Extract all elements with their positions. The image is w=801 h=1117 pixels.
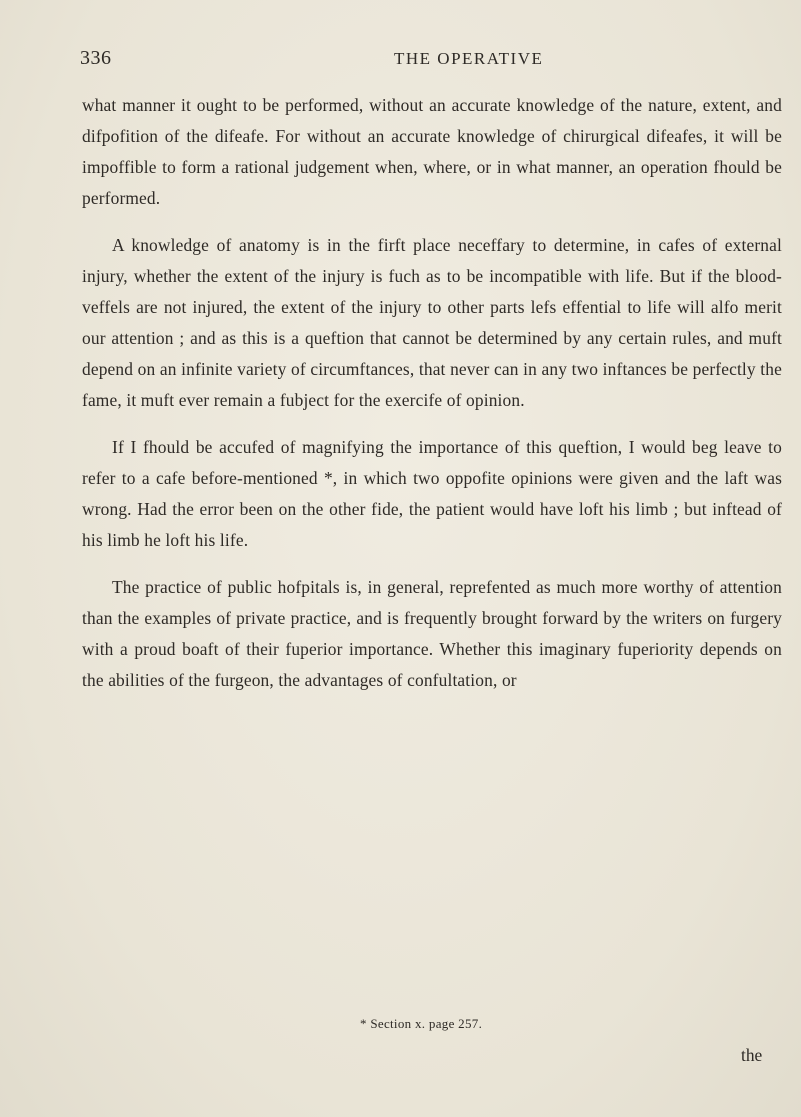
paragraph-hospital-practice: The practice of public hofpitals is, in general, reprefented as much more worthy of attention than the examples of private practice, and is frequently brought forward by the writers on furgery with a proud boaft of their fuperior importance. Whether this imaginary fuperiority depends on the abilities of the furgeon, the advantages of confultation, or	[82, 577, 782, 690]
footnote: * Section x. page 257.	[360, 1016, 483, 1031]
catchword: the	[741, 1045, 763, 1065]
running-head: THE OPERATIVE	[394, 49, 544, 68]
page-number: 336	[80, 47, 112, 69]
paragraph-anatomy: A knowledge of anatomy is in the firft place neceffary to determine, in cafes of external injury, whether the extent of the injury is fuch as to be incompatible with life. But if the blood-veffels are not injured, the extent of the injury to other parts lefs effential to life will alfo merit our attention ; and as this is a queftion that cannot be determined by any certain rules, and muft depend on an infinite variety of circumftances, that never can in any two inftances be perfectly the fame, it muft ever remain a fubject for the exercife of opinion.	[82, 235, 782, 410]
paragraph-case-reference: If I fhould be accufed of magnifying the importance of this queftion, I would beg leave to refer to a cafe before-mentioned *, in which two oppofite opinions were given and the laft was wrong. Had the error been on the other fide, the patient would have loft his limb ; but inftead of his limb he loft his life.	[82, 437, 782, 550]
page-header	[80, 47, 780, 73]
body-text	[82, 90, 782, 712]
paragraph-continuation: what manner it ought to be performed, without an accurate knowledge of the nature, extent, and difpofition of the difeafe. For without an accurate knowledge of chirurgical difeafes, it will be impoffible to form a rational judgement when, where, or in what manner, an operation fhould be performed.	[82, 95, 782, 208]
